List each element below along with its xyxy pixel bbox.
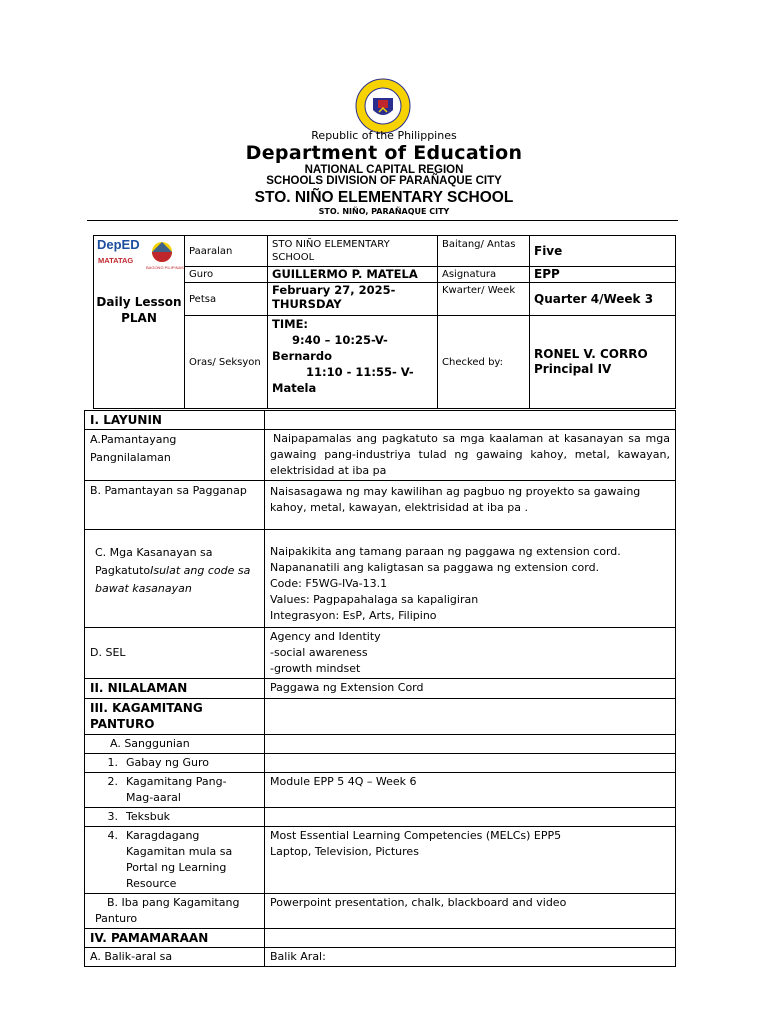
section-nilalaman-title: II. NILALAMAN [85, 679, 265, 699]
lesson-info-table [93, 235, 676, 409]
region-line: NATIONAL CAPITAL REGION [304, 164, 464, 176]
pamantayan-pagganap-text: Naisasagawa ng may kawilihan ag pagbuo ng proyekto sa gawaing kahoy, metal, kawayan, elektrisidad at iba pa . [265, 481, 676, 530]
deped-seal-icon [349, 78, 417, 134]
pamantayang-pangnilalaman-text: Naipapamalas ang pagkatuto sa mga kaalaman at kasanayan sa mga gawaing pang-industriya tulad ng gawaing kahoy, metal, kawayan, elektrisidad at iba pa [265, 430, 676, 481]
sel-line: Agency and Identity [270, 630, 381, 643]
sanggunian-label: A. Sanggunian [85, 735, 265, 754]
item-label: Gabay ng Guro [126, 756, 209, 769]
kasanayan-text [265, 530, 676, 628]
deped-matatag-logo-icon [94, 236, 184, 276]
checked-by-label: Checked by: [438, 316, 530, 409]
sel-line: -growth mindset [270, 662, 361, 675]
petsa-label: Petsa [185, 283, 268, 316]
item-label: Kagamitang Pang-Mag-aaral [126, 775, 227, 804]
section-layunin-title: I. LAYUNIN [85, 411, 265, 430]
kasanayan-label: C. Mga Kasanayan sa Pagkatuto [95, 546, 213, 577]
school-address: STO. NIÑO, PARAÑAQUE CITY [318, 207, 450, 216]
guro-value: GUILLERMO P. MATELA [268, 267, 438, 283]
checked-by-cell [530, 316, 676, 409]
kasanayan-line: Napananatili ang kaligtasan sa paggawa ng extension cord. [270, 561, 600, 574]
sel-text [265, 628, 676, 679]
section-kagamitang-empty [265, 699, 676, 735]
guro-label: Guro [185, 267, 268, 283]
matatag-logo-text: MATATAG [98, 256, 134, 265]
bagong-pilipinas-logo-text: BAGONG PILIPINAS [146, 265, 184, 270]
division-line: SCHOOLS DIVISION OF PARAÑAQUE CITY [266, 175, 502, 187]
kasanayan-italic-note: Isulat ang code sa bawat kasanayan [95, 564, 251, 595]
item-label: Karagdagang Kagamitan mula sa Portal ng Learning Resource [126, 829, 233, 890]
kasanayan-line: Integrasyon: EsP, Arts, Filipino [270, 609, 437, 622]
asignatura-label: Asignatura [438, 267, 530, 283]
item-value [265, 754, 676, 773]
oras-label: Oras/ Seksyon [185, 316, 268, 409]
dlp-title: Daily Lesson PLAN [96, 295, 182, 325]
time-slot-2: 11:10 - 11:55- V- Matela [272, 365, 414, 395]
baitang-label: Baitang/ Antas [438, 236, 530, 267]
item-value [265, 808, 676, 827]
sanggunian-empty [265, 735, 676, 754]
kwarter-value: Quarter 4/Week 3 [530, 283, 676, 316]
section-layunin-empty [265, 411, 676, 430]
checked-by-name: RONEL V. CORRO [534, 347, 648, 361]
item-number: 2. [107, 775, 118, 788]
item-cell [85, 827, 265, 894]
balik-aral-text: Balik Aral: [265, 948, 676, 967]
section-pamamaraan-empty [265, 929, 676, 948]
sel-line: -social awareness [270, 646, 368, 659]
time-slot-1: 9:40 – 10:25-V- Bernardo [272, 333, 388, 363]
sel-label: D. SEL [85, 628, 265, 679]
kasanayan-line: Code: F5WG-IVa-13.1 [270, 577, 388, 590]
section-kagamitang-title: III. KAGAMITANG PANTURO [85, 699, 265, 735]
petsa-value: February 27, 2025- THURSDAY [268, 283, 438, 316]
pamantayan-pagganap-label: B. Pamantayan sa Pagganap [85, 481, 265, 530]
deped-logo-text: DepED [97, 237, 140, 252]
time-cell [268, 316, 438, 409]
pamantayang-pangnilalaman-label: A.Pamantayang Pangnilalaman [85, 430, 265, 481]
kasanayan-line: Values: Pagpapahalaga sa kapaligiran [270, 593, 479, 606]
iba-pang-kagamitan-label: B. Iba pang Kagamitang Panturo [85, 894, 265, 929]
item-number: 1. [107, 756, 118, 769]
item-cell [85, 773, 265, 808]
item-cell [85, 754, 265, 773]
lesson-plan-table [84, 410, 676, 967]
time-label: TIME: [272, 317, 309, 331]
kasanayan-line: Naipakikita ang tamang paraan ng paggawa ng extension cord. [270, 545, 621, 558]
item-value: Most Essential Learning Competencies (MELCs) EPP5 Laptop, Television, Pictures [265, 827, 676, 894]
paaralan-label: Paaralan [185, 236, 268, 267]
section-pamamaraan-title: IV. PAMAMARAAN [85, 929, 265, 948]
logo-cell [94, 236, 185, 409]
item-value: Module EPP 5 4Q – Week 6 [265, 773, 676, 808]
kasanayan-label-cell [85, 530, 265, 628]
baitang-value: Five [530, 236, 676, 267]
asignatura-value: EPP [530, 267, 676, 283]
balik-aral-label: A. Balik-aral sa [85, 948, 265, 967]
item-label: Teksbuk [126, 810, 171, 823]
kwarter-label: Kwarter/ Week [438, 283, 530, 316]
item-number: 3. [107, 810, 118, 823]
item-cell [85, 808, 265, 827]
paaralan-value: STO NIÑO ELEMENTARY SCHOOL [268, 236, 438, 267]
nilalaman-text: Paggawa ng Extension Cord [265, 679, 676, 699]
item-number: 4. [107, 829, 118, 842]
header-divider [87, 220, 678, 221]
department-title: Department of Education [245, 142, 523, 164]
iba-pang-kagamitan-text: Powerpoint presentation, chalk, blackboard and video [265, 894, 676, 929]
republic-line: Republic of the Philippines [311, 129, 457, 142]
checked-by-title: Principal IV [534, 362, 612, 376]
school-name: STO. NIÑO ELEMENTARY SCHOOL [254, 189, 514, 206]
